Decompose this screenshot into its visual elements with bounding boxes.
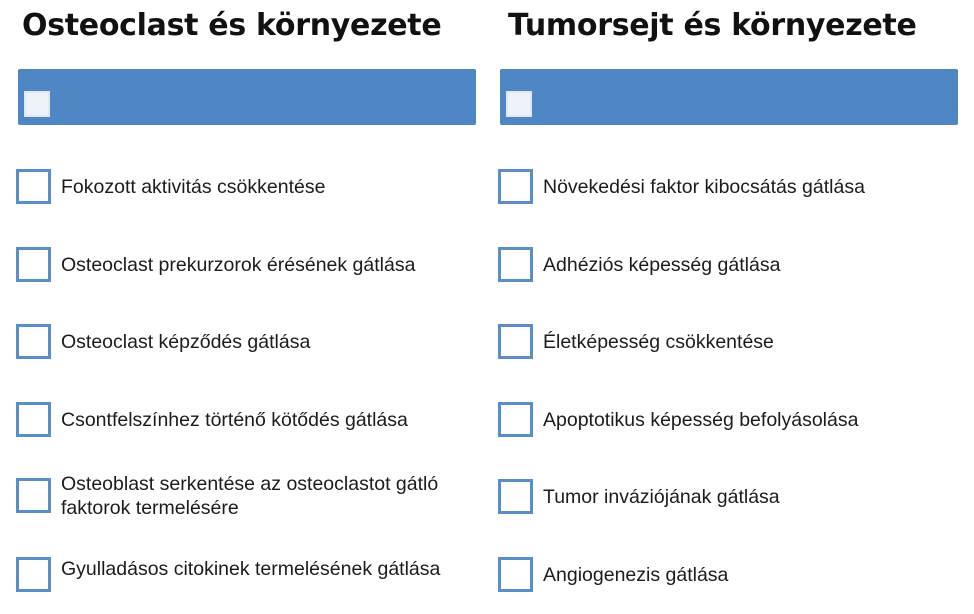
checkbox[interactable] bbox=[498, 479, 533, 514]
list-item[interactable] bbox=[16, 323, 476, 363]
column-title: Tumorsejt és környezete bbox=[508, 8, 917, 43]
checkbox[interactable] bbox=[16, 324, 51, 359]
column-header-bar bbox=[18, 69, 476, 125]
list-item[interactable] bbox=[16, 246, 476, 286]
checkbox[interactable] bbox=[16, 169, 51, 204]
item-label: Fokozott aktivitás csökkentése bbox=[61, 176, 326, 198]
list-item[interactable] bbox=[498, 401, 958, 441]
list-item[interactable] bbox=[498, 323, 958, 363]
checkbox[interactable] bbox=[498, 247, 533, 282]
checkbox[interactable] bbox=[16, 478, 51, 513]
checkbox[interactable] bbox=[16, 557, 51, 592]
checkbox[interactable] bbox=[498, 324, 533, 359]
checkbox[interactable] bbox=[498, 402, 533, 437]
header-checkbox[interactable] bbox=[24, 91, 50, 117]
item-label: Angiogenezis gátlása bbox=[543, 564, 729, 586]
item-label: Gyulladásos citokinek termelésének gátlása bbox=[61, 558, 441, 580]
item-label: Adhéziós képesség gátlása bbox=[543, 254, 781, 276]
tumor-cell-column bbox=[498, 0, 958, 614]
list-item[interactable] bbox=[16, 401, 476, 441]
list-item[interactable] bbox=[498, 478, 958, 518]
item-label: Osteoclast prekurzorok érésének gátlása bbox=[61, 254, 416, 276]
item-label: Osteoclast képződés gátlása bbox=[61, 331, 311, 353]
column-title: Osteoclast és környezete bbox=[22, 8, 442, 43]
checkbox[interactable] bbox=[16, 402, 51, 437]
item-label: Tumor inváziójának gátlása bbox=[543, 486, 780, 508]
item-label: Életképesség csökkentése bbox=[543, 331, 774, 353]
list-item[interactable] bbox=[16, 168, 476, 208]
column-header-bar bbox=[500, 69, 958, 125]
item-label: Osteoblast serkentése az osteoclastot gátló faktorok termelésére bbox=[61, 473, 439, 519]
item-label: Apoptotikus képesség befolyásolása bbox=[543, 409, 859, 431]
list-item[interactable] bbox=[16, 473, 476, 519]
checkbox[interactable] bbox=[16, 247, 51, 282]
checkbox[interactable] bbox=[498, 557, 533, 592]
checkbox[interactable] bbox=[498, 169, 533, 204]
list-item[interactable] bbox=[498, 246, 958, 286]
list-item[interactable] bbox=[498, 168, 958, 208]
list-item[interactable] bbox=[16, 553, 476, 593]
item-label: Csontfelszínhez történő kötődés gátlása bbox=[61, 409, 408, 431]
item-label: Növekedési faktor kibocsátás gátlása bbox=[543, 176, 865, 198]
header-checkbox[interactable] bbox=[506, 91, 532, 117]
osteoclast-column bbox=[16, 0, 476, 614]
list-item[interactable] bbox=[498, 556, 958, 596]
